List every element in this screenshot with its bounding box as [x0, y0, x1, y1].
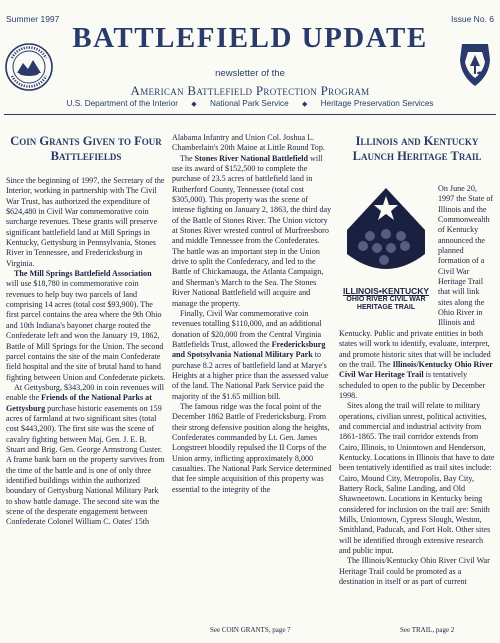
paragraph: The famous ridge was the focal point of the December 1862 Battle of Fredericksburg. From their strong defensive position along the heights, Confederates commanded by Lt. Gen. James Longstreet bloodily repulsed the II Corps of the Union army, inflicting approximately 8,000 casualties. The National Park Service determined that fee simple acquisition of this property was essential to the integrity of the	[172, 401, 332, 494]
paragraph: Since the beginning of 1997, the Secretary of the Interior, working in partnership with The Civil War Trust, has authorized the expenditure of $624,480 in Civil War commemorative coin surcharge revenues. These grants will preserve significant battlefield land at Mill Springs in Kentucky, Gettysburg in Pennsylvania, Stones River in Tennessee, and Fredericksburg in Virginia.	[6, 176, 165, 268]
trail-name: Illinois/Kentucky Ohio River Civil War Heritage Trail	[339, 359, 493, 380]
header-rule	[4, 114, 496, 115]
paragraph: The Mill Springs Battlefield Association will use $18,780 in commemorative coin revenues to help buy two parcels of land comprising 14 acres (total cost $93,900). The first parcel contains the area where the 9th Ohio and 10th Indiana's bayonet charge routed the Confederate left and won the January 19, 1862, Battle of Mill Springs for the Union. The second parcel contains the site of the main Confederate field hospital and the site of brutal hand to hand fighting between Union and Confederate pickets.	[6, 269, 166, 382]
article-coin-grants-cont	[172, 133, 332, 495]
continued-link[interactable]: See TRAIL, page 2	[400, 626, 455, 634]
paragraph: Alabama Infantry and Union Col. Joshua L. Chamberlain's 20th Maine at Little Round Top.	[172, 133, 325, 153]
issue-number: Issue No. 6	[451, 14, 494, 24]
issue-date: Summer 1997	[6, 14, 60, 24]
heritage-trail-logo-icon	[339, 184, 433, 284]
heritage-trail-badge	[339, 184, 433, 318]
agency-nps: National Park Service	[209, 99, 289, 108]
paragraph: On June 20, 1997 the State of Illinois and the Commonwealth of Kentucky announced the planned formation of a Civil War Heritage Trail that will link sites along the Ohio River in Illinois and Kentucky. Public and private entities in both states will work to identify, evaluate, interpret, and promote historic sites that will be included on the trail. The Illinois/Kentucky Ohio River Civil War Heritage Trail is tentatively scheduled to open to the public by December 1998.	[339, 184, 494, 400]
paragraph: At Gettysburg, $343,200 in coin revenues will enable the Friends of the National Parks at Gettysburg purchase historic easements on 159 acres of farmland at two significant sites (total cost $443,200). The first site was the scene of cavalry fighting between Maj. Gen. J. E. B. Stuart and Brig. Gen. George Armstrong Custer. A frame bank barn on the property survives from the time of the battle and is one of only three identified buildings within the authorized boundary of Gettysburg National Military Park to show battle damage. The second site was the scene of the desperate engagement between Confederate Colonel William C. Oates' 15th	[6, 382, 165, 527]
headline-coin-grants: Coin Grants Given to Four Battlefields	[10, 134, 162, 163]
continued-link[interactable]: See COIN GRANTS, page 7	[210, 626, 291, 634]
paragraph: The Illinois/Kentucky Ohio River Civil War Heritage Trail could be promoted as a destination in itself or as part of current	[339, 556, 490, 587]
org-name: The Mill Springs Battlefield Association	[14, 269, 152, 279]
org-name: Stones River National Battlefield	[194, 153, 308, 163]
program-name: American Battlefield Protection Program	[130, 82, 370, 98]
masthead	[0, 20, 500, 99]
paragraph: Finally, Civil War commemorative coin revenues totalling $110,000, and an additional donation of $20,000 from the Central Virginia Battlefields Trust, allowed the Fredericksburg and Spotsylvania National Military Park to purchase 8.2 acres of battlefield land at Marye's Heights at a higher price than the assessed value of the land. The National Park Service paid the majority of the $1.65 million bill.	[172, 308, 329, 401]
article-coin-grants	[6, 134, 166, 528]
agency-doi: U.S. Department of the Interior	[66, 99, 178, 108]
badge-line: HERITAGE TRAIL	[356, 304, 416, 312]
article-heritage-trail	[339, 134, 495, 587]
paragraph: Sites along the trail will relate to military operations, civilian unrest, political activities, and commercial and industrial activity from 1861-1865. The trail corridor extends from Cairo, Illinois, to Uniontown and Henderson, Kentucky. Locations in Illinois that have to date been tentatively identified as trail sites include: Cairo, Mound City, Metropolis, Bay City, Battery Rock, Saline Landing, and Old Shawneetown. Locations in Kentucky being considered for inclusion on the trail are: Smith Mills, Uniontown, Cypress Slough, Weston, Smithland, Paducah, and Fort Holt. Other sites will be identified through extensive research and public input.	[339, 401, 495, 556]
newsletter-subtitle: newsletter of the	[215, 67, 285, 79]
headline-heritage-trail: Illinois and Kentucky Launch Heritage Trail	[352, 134, 482, 163]
org-name: Friends of the National Parks at Gettysburg	[6, 393, 152, 413]
paragraph: The Stones River National Battlefield will use its award of $152,500 to complete the purchase of 23.5 acres of battlefield land in Rutherford County, Tennessee (total cost $305,000). This property was the scene of intense fighting on January 2, 1863, the third day of the Battle of Stones River. The Union victory at Stones River wrested control of Murfreesboro and middle Tennessee from the Confederates. The battle was an important step in the Union drive to split the Confederacy, and led to the Battle of Chickamauga, the Atlanta Campaign, and Sherman's March to the Sea. The Stones River National Battlefield will acquire and manage the property.	[172, 153, 332, 308]
agency-line	[0, 99, 500, 108]
diamond-separator-icon: ◆	[191, 101, 197, 108]
diamond-separator-icon: ◆	[301, 101, 308, 108]
org-name: Fredericksburg and Spotsylvania National Military Park	[172, 339, 326, 360]
agency-hps: Heritage Preservation Services	[320, 99, 434, 108]
badge-line: OHIO RIVER CIVIL WAR	[346, 295, 426, 303]
badge-line: ILLINOIS•KENTUCKY	[342, 286, 430, 297]
newsletter-title: BATTLEFIELD UPDATE	[72, 22, 428, 54]
